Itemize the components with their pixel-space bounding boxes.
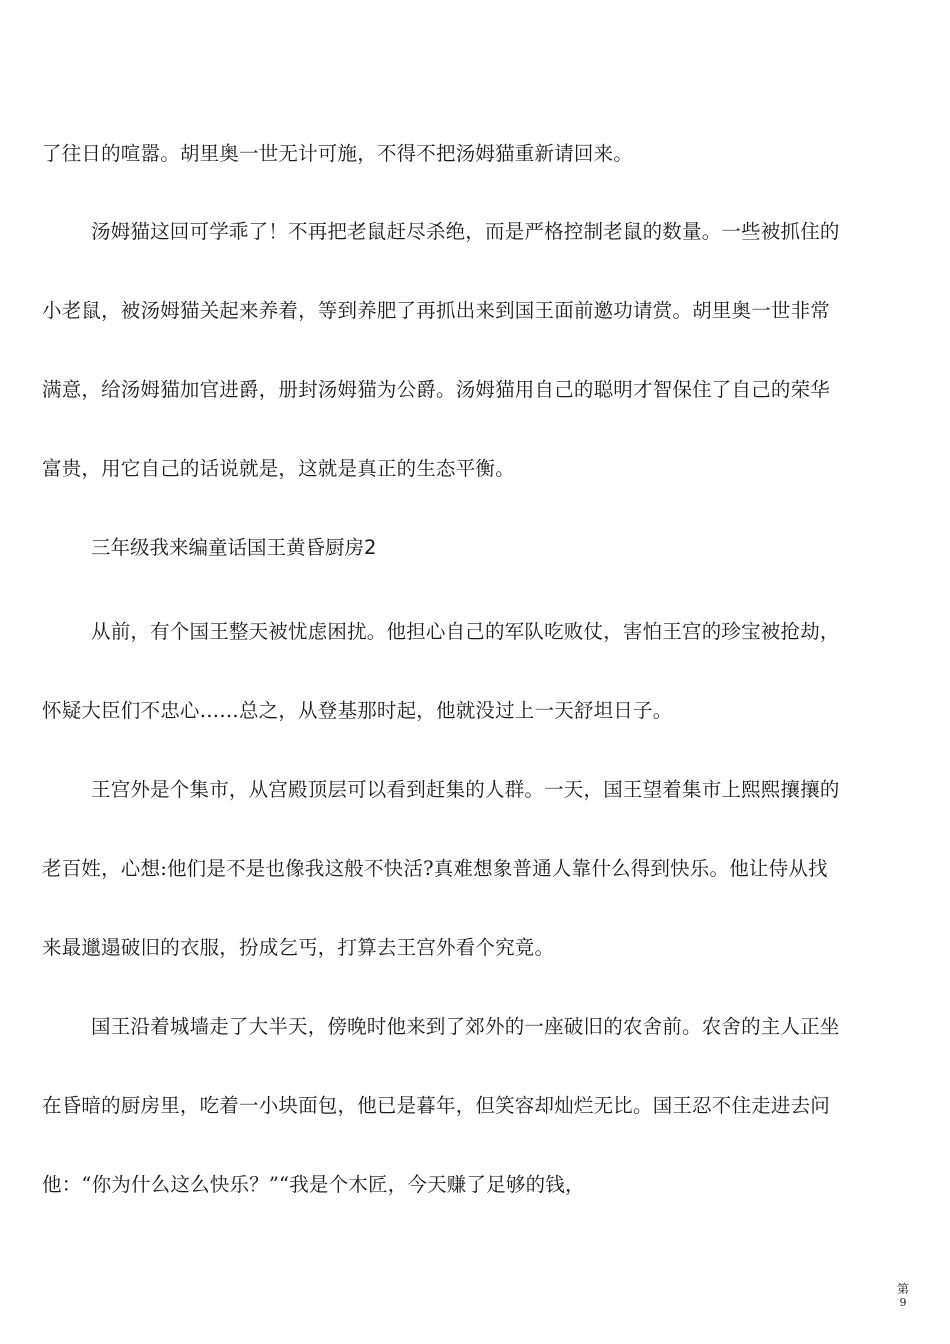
text-line: 从前，有个国王整天被忧虑困扰。他担心自己的军队吃败仗，害怕王宫的珍宝被抢劫， xyxy=(91,620,840,643)
text-line: 他：“你为什么这么快乐？”“我是个木匠，今天赚了足够的钱， xyxy=(42,1173,585,1196)
text-line: 在昏暗的厨房里，吃着一小块面包，他已是暮年，但笑容却灿烂无比。国王忍不住走进去问 xyxy=(42,1094,831,1117)
text-line: 国王沿着城墙走了大半天，傍晚时他来到了郊外的一座破旧的农舍前。农舍的主人正坐 xyxy=(91,1015,840,1038)
text-line: 汤姆猫这回可学乖了！不再把老鼠赶尽杀绝，而是严格控制老鼠的数量。一些被抓住的 xyxy=(91,220,840,243)
text-line: 怀疑大臣们不忠心……总之，从登基那时起，他就没过上一天舒坦日子。 xyxy=(42,699,673,722)
section-heading: 三年级我来编童话国王黄昏厨房2 xyxy=(91,536,377,559)
text-line: 小老鼠，被汤姆猫关起来养着，等到养肥了再抓出来到国王面前邀功请赏。胡里奥一世非常 xyxy=(42,299,831,322)
page-number-value: 9 xyxy=(899,1296,907,1309)
text-line: 王宫外是个集市，从宫殿顶层可以看到赶集的人群。一天，国王望着集市上熙熙攘攘的 xyxy=(91,778,840,801)
text-line: 满意，给汤姆猫加官进爵，册封汤姆猫为公爵。汤姆猫用自己的聪明才智保住了自己的荣华 xyxy=(42,378,831,401)
text-line: 老百姓，心想:他们是不是也像我这般不快活?真难想象普通人靠什么得到快乐。他让侍从找 xyxy=(42,857,828,880)
page-number-label: 第 xyxy=(896,1282,909,1296)
text-line: 了往日的喧嚣。胡里奥一世无计可施，不得不把汤姆猫重新请回来。 xyxy=(42,142,634,165)
text-line: 富贵，用它自己的话说就是，这就是真正的生态平衡。 xyxy=(42,457,515,480)
page-number xyxy=(894,1282,912,1310)
text-line: 来最邋遢破旧的衣服，扮成乞丐，打算去王宫外看个究竟。 xyxy=(42,936,555,959)
